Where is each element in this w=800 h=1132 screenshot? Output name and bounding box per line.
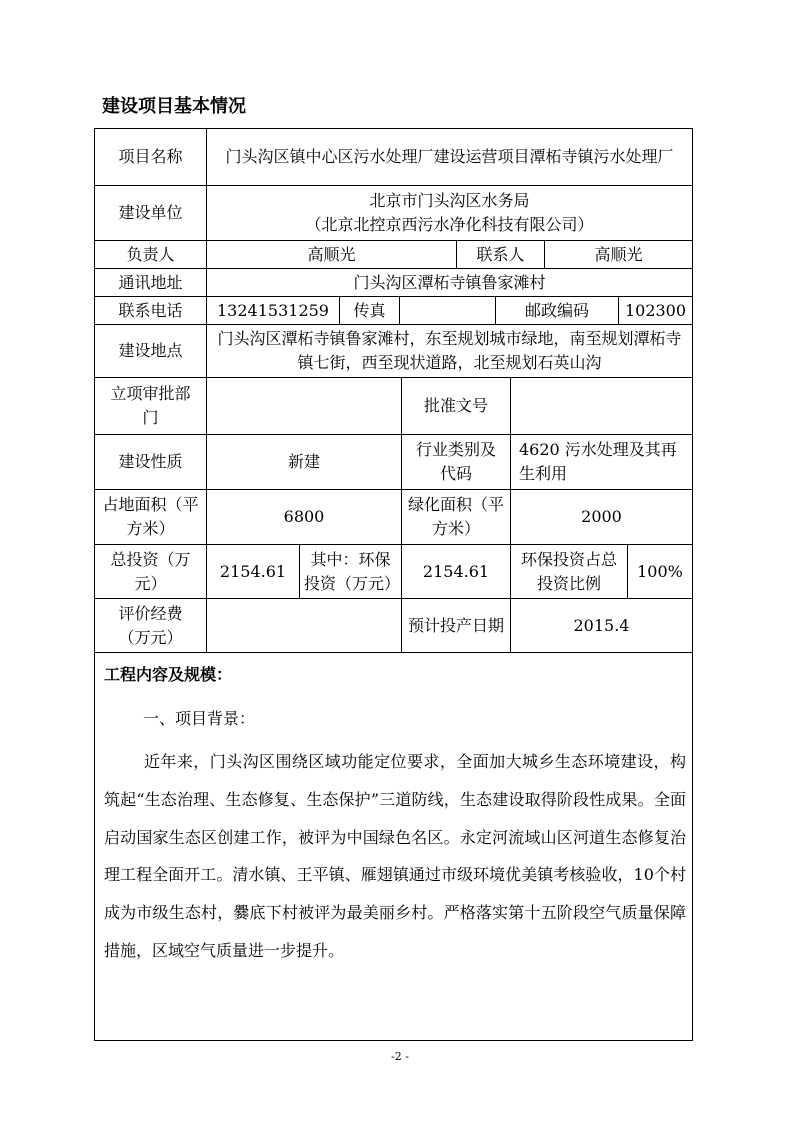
address-value: 门头沟区潭柘寺镇鲁家滩村	[207, 269, 692, 297]
prod-date-value: 2015.4	[511, 599, 692, 653]
builder-value	[207, 186, 692, 241]
contact-value: 高顺光	[545, 241, 692, 269]
eval-fee-value	[207, 599, 402, 653]
builder-label: 建设单位	[95, 186, 207, 241]
approval-dept-value	[207, 378, 402, 435]
env-invest-value: 2154.61	[402, 545, 511, 599]
location-value: 门头沟区潭柘寺镇鲁家滩村，东至规划城市绿地，南至规划潭柘寺镇七街，西至现状道路，北至规划石英山沟	[207, 325, 692, 378]
section-title: 建设项目基本情况	[102, 96, 246, 117]
fax-value	[400, 297, 496, 325]
project-name-value: 门头沟区镇中心区污水处理厂建设运营项目潭柘寺镇污水处理厂	[207, 129, 692, 186]
contact-label: 联系人	[457, 241, 545, 269]
env-ratio-value: 100%	[628, 545, 692, 599]
industry-label: 行业类别及代码	[402, 435, 511, 490]
page-number: -2 -	[391, 1050, 409, 1063]
fax-label: 传真	[340, 297, 400, 325]
green-value: 2000	[511, 490, 692, 545]
prod-date-label: 预计投产日期	[402, 599, 511, 653]
address-label: 通讯地址	[95, 269, 207, 297]
content-subheading: 一、项目背景：	[143, 709, 256, 728]
env-ratio-label: 环保投资占总投资比例	[511, 545, 628, 599]
industry-value: 4620 污水处理及其再生利用	[511, 435, 692, 490]
builder-value-line2: （北京北控京西污水净化科技有限公司）	[305, 215, 594, 234]
invest-value: 2154.61	[207, 545, 300, 599]
green-label: 绿化面积（平方米）	[402, 490, 511, 545]
content-heading: 工程内容及规模：	[104, 665, 233, 684]
person-value: 高顺光	[207, 241, 457, 269]
approval-no-value	[511, 378, 692, 435]
area-value: 6800	[207, 490, 402, 545]
invest-label: 总投资（万元）	[95, 545, 207, 599]
area-label: 占地面积（平方米）	[95, 490, 207, 545]
env-invest-label: 其中：环保投资（万元）	[300, 545, 402, 599]
person-label: 负责人	[95, 241, 207, 269]
nature-label: 建设性质	[95, 435, 207, 490]
phone-value: 13241531259	[207, 297, 340, 325]
location-label: 建设地点	[95, 325, 207, 378]
builder-value-line1: 北京市门头沟区水务局	[369, 191, 530, 210]
approval-dept-label: 立项审批部门	[95, 378, 207, 435]
phone-label: 联系电话	[95, 297, 207, 325]
postcode-value: 102300	[619, 297, 692, 325]
content-paragraph: 近年来，门头沟区围绕区域功能定位要求，全面加大城乡生态环境建设，构筑起“生态治理、生态修复、生态保护”三道防线，生态建设取得阶段性成果。全面启动国家生态区创建工作，被评为中国绿色名区。永定河流域山区河道生态修复治理工程全面开工。清水镇、王平镇、雁翅镇通过市级环境优美镇考核验收，10个村成为市级生态村，爨底下村被评为最美丽乡村。严格落实第十五阶段空气质量保障措施，区域空气质量进一步提升。	[104, 752, 686, 960]
postcode-label: 邮政编码	[496, 297, 619, 325]
eval-fee-label: 评价经费（万元）	[95, 599, 207, 653]
approval-no-label: 批准文号	[402, 378, 511, 435]
project-name-label: 项目名称	[95, 129, 207, 186]
nature-value: 新建	[207, 435, 402, 490]
